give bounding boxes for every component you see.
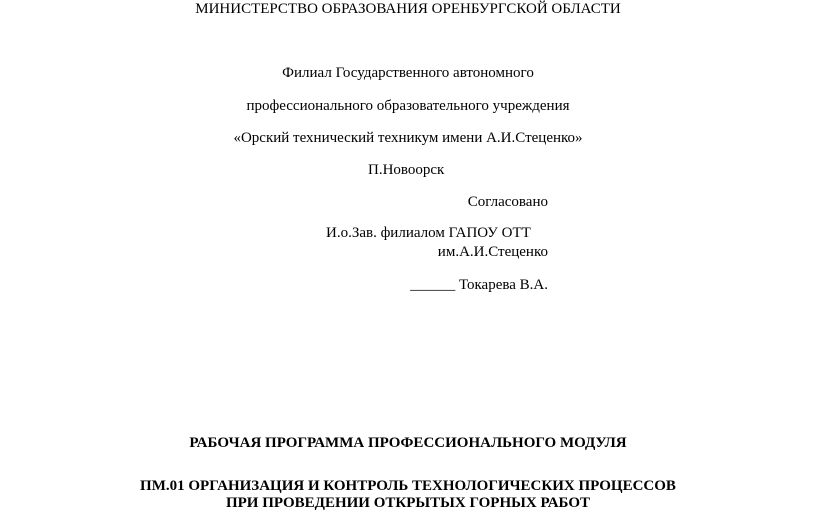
program-title: РАБОЧАЯ ПРОГРАММА ПРОФЕССИОНАЛЬНОГО МОДУЛЯ (189, 435, 627, 451)
institution-line-3: «Орский технический техникум имени А.И.Стеценко» (233, 130, 583, 146)
city-name: П.Новоорск (368, 162, 445, 178)
approval-signature-line: ______ Токарева В.А. (410, 277, 548, 293)
module-title-line-1: ПМ.01 ОРГАНИЗАЦИЯ И КОНТРОЛЬ ТЕХНОЛОГИЧЕСКИХ ПРОЦЕССОВ (140, 478, 676, 494)
institution-line-1: Филиал Государственного автономного (282, 65, 534, 81)
institution-line-2: профессионального образовательного учреждения (246, 98, 570, 114)
ministry-header: МИНИСТЕРСТВО ОБРАЗОВАНИЯ ОРЕНБУРГСКОЙ ОБЛАСТИ (195, 1, 621, 17)
approval-title: Согласовано (467, 194, 548, 210)
approval-position-line-2: им.А.И.Стеценко (437, 244, 548, 260)
module-title-line-2: ПРИ ПРОВЕДЕНИИ ОТКРЫТЫХ ГОРНЫХ РАБОТ (225, 495, 591, 511)
approval-position-line-1: И.о.Зав. филиалом ГАПОУ ОТТ (326, 225, 531, 241)
